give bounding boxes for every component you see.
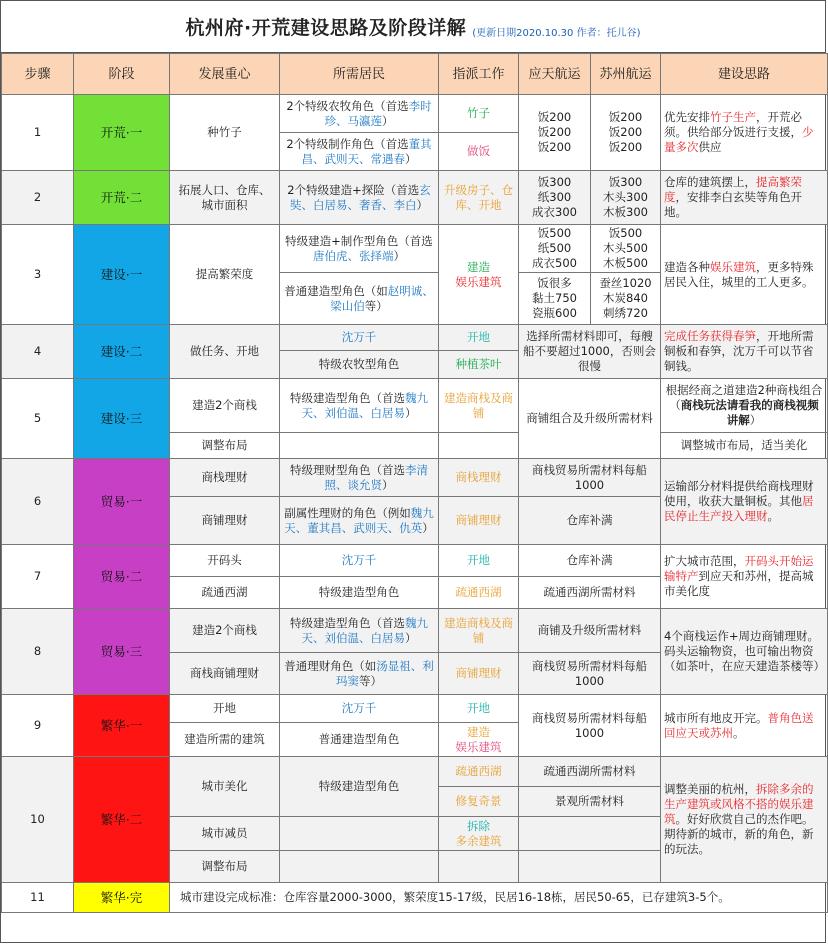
job-cell: 建造 娱乐建筑 <box>439 723 519 757</box>
focus-cell: 商铺理财 <box>170 497 280 545</box>
idea-cell: 根据经商之道建造2种商栈组合（商栈玩法请看我的商栈视频讲解） <box>661 379 828 433</box>
residents-cell: 特级理财型角色（首选李清照、谈允贤） <box>280 459 439 497</box>
table-row <box>2 171 828 225</box>
residents-cell: 副属性理财的角色（例如魏九天、董其昌、武则天、仇英） <box>280 497 439 545</box>
stage-cell: 建设·二 <box>74 325 170 379</box>
residents-cell <box>280 433 439 459</box>
stage-cell: 开荒·二 <box>74 171 170 225</box>
residents-cell: 沈万千 <box>280 695 439 723</box>
step-cell: 6 <box>2 459 74 545</box>
header-focus: 发展重心 <box>170 54 280 95</box>
job-cell: 开地 <box>439 545 519 577</box>
focus-cell: 做任务、开地 <box>170 325 280 379</box>
table-row <box>2 545 828 577</box>
residents-cell: 普通理财角色（如汤显祖、利玛窦等） <box>280 653 439 695</box>
header-yingtian: 应天航运 <box>519 54 591 95</box>
focus-cell: 建造2个商栈 <box>170 609 280 653</box>
shipping-cell: 商栈贸易所需材料每船1000 <box>519 459 661 497</box>
header-step: 步骤 <box>2 54 74 95</box>
table-row <box>2 95 828 133</box>
shipping-cell: 仓库补满 <box>519 545 661 577</box>
idea-cell: 优先安排竹子生产，开荒必须。供给部分饭进行支援，少量多次供应 <box>661 95 828 171</box>
step-cell: 4 <box>2 325 74 379</box>
job-cell: 疏通西湖 <box>439 757 519 787</box>
header-stage: 阶段 <box>74 54 170 95</box>
idea-cell: 仓库的建筑摆上，提高繁荣度，安排李白玄奘等角色开地。 <box>661 171 828 225</box>
title-bar <box>1 1 825 53</box>
job-cell: 商铺理财 <box>439 497 519 545</box>
residents-cell: 特级建造型角色（首选魏九天、刘伯温、白居易） <box>280 609 439 653</box>
step-cell: 2 <box>2 171 74 225</box>
residents-cell: 普通建造型角色 <box>280 723 439 757</box>
table-row <box>2 225 828 273</box>
focus-cell: 开地 <box>170 695 280 723</box>
shipping-cell: 商铺及升级所需材料 <box>519 609 661 653</box>
idea-cell: 城市所有地皮开完。普角色送回应天或苏州。 <box>661 695 828 757</box>
suzhou-cell: 饭500 木头500 木板500 <box>591 225 661 273</box>
focus-cell: 城市美化 <box>170 757 280 817</box>
shipping-cell <box>519 817 661 851</box>
residents-cell: 2个特级农牧角色（首选李时珍、马瀛莲） <box>280 95 439 133</box>
update-note: (更新日期2020.10.30 作者：托儿谷) <box>472 28 641 39</box>
shipping-cell: 商铺组合及升级所需材料 <box>519 379 661 459</box>
residents-cell: 普通建造型角色（如赵明诚、梁山伯等） <box>280 273 439 325</box>
step-cell: 1 <box>2 95 74 171</box>
stage-cell: 建设·三 <box>74 379 170 459</box>
residents-cell: 特级农牧型角色 <box>280 351 439 379</box>
idea-cell: 调整城市布局，适当美化 <box>661 433 828 459</box>
yingtian-cell: 饭很多 黏土750 瓷瓶600 <box>519 273 591 325</box>
completion-standard: 城市建设完成标准：仓库容量2000-3000，繁荣度15-17级，民居16-18栋，居民50-65，已存建筑3-5个。 <box>170 883 828 913</box>
focus-cell: 调整布局 <box>170 433 280 459</box>
job-cell: 疏通西湖 <box>439 577 519 609</box>
idea-cell: 调整美丽的杭州，拆除多余的生产建筑或风格不搭的娱乐建筑。好好欣赏自己的杰作吧。期待新的城市，新的角色，新的玩法。 <box>661 757 828 883</box>
header-idea: 建设思路 <box>661 54 828 95</box>
idea-cell: 建造各种娱乐建筑，更多特殊居民入住，城里的工人更多。 <box>661 225 828 325</box>
focus-cell: 商栈理财 <box>170 459 280 497</box>
idea-cell: 运输部分材料提供给商栈理财使用，收获大量铜板。其他居民停止生产投入理财。 <box>661 459 828 545</box>
table-row <box>2 757 828 787</box>
stage-cell: 开荒·一 <box>74 95 170 171</box>
shipping-cell: 选择所需材料即可，每艘船不要超过1000，否则会很慢 <box>519 325 661 379</box>
guide-table <box>1 53 828 913</box>
step-cell: 11 <box>2 883 74 913</box>
idea-cell: 扩大城市范围，开码头开始运输特产到应天和苏州，提高城市美化度 <box>661 545 828 609</box>
step-cell: 7 <box>2 545 74 609</box>
yingtian-cell: 饭500 纸500 成衣500 <box>519 225 591 273</box>
idea-cell: 4个商栈运作+周边商铺理财。码头运输物资，也可输出物资（如茶叶，在应天建造茶楼等） <box>661 609 828 695</box>
job-cell: 拆除 多余建筑 <box>439 817 519 851</box>
yingtian-cell: 饭200 饭200 饭200 <box>519 95 591 171</box>
stage-cell: 贸易·二 <box>74 545 170 609</box>
job-cell: 种植茶叶 <box>439 351 519 379</box>
shipping-cell: 商栈贸易所需材料每船1000 <box>519 653 661 695</box>
job-cell: 建造 娱乐建筑 <box>439 225 519 325</box>
stage-cell: 建设·一 <box>74 225 170 325</box>
focus-cell: 建造所需的建筑 <box>170 723 280 757</box>
job-cell <box>439 851 519 883</box>
job-cell: 开地 <box>439 325 519 351</box>
job-cell: 开地 <box>439 695 519 723</box>
table-row <box>2 695 828 723</box>
focus-cell: 商栈商铺理财 <box>170 653 280 695</box>
shipping-cell: 景观所需材料 <box>519 787 661 817</box>
table-row <box>2 325 828 351</box>
table-row <box>2 883 828 913</box>
suzhou-cell: 饭300 木头300 木板300 <box>591 171 661 225</box>
job-cell: 升级房子、仓库、开地 <box>439 171 519 225</box>
yingtian-cell: 饭300 纸300 成衣300 <box>519 171 591 225</box>
header-suzhou: 苏州航运 <box>591 54 661 95</box>
step-cell: 9 <box>2 695 74 757</box>
focus-cell: 疏通西湖 <box>170 577 280 609</box>
step-cell: 3 <box>2 225 74 325</box>
job-cell: 商栈理财 <box>439 459 519 497</box>
stage-cell: 贸易·一 <box>74 459 170 545</box>
stage-cell: 贸易·三 <box>74 609 170 695</box>
suzhou-cell: 蚕丝1020 木炭840 刺绣720 <box>591 273 661 325</box>
shipping-cell: 仓库补满 <box>519 497 661 545</box>
job-cell: 商铺理财 <box>439 653 519 695</box>
stage-cell: 繁华·一 <box>74 695 170 757</box>
shipping-cell: 疏通西湖所需材料 <box>519 757 661 787</box>
stage-cell: 繁华·二 <box>74 757 170 883</box>
job-cell: 修复奇景 <box>439 787 519 817</box>
focus-cell: 拓展人口、仓库、城市面积 <box>170 171 280 225</box>
table-row <box>2 459 828 497</box>
residents-cell: 特级建造型角色 <box>280 757 439 817</box>
focus-cell: 种竹子 <box>170 95 280 171</box>
shipping-cell: 疏通西湖所需材料 <box>519 577 661 609</box>
residents-cell: 特级建造型角色 <box>280 577 439 609</box>
residents-cell: 沈万千 <box>280 325 439 351</box>
step-cell: 10 <box>2 757 74 883</box>
header-row <box>2 54 828 95</box>
residents-cell <box>280 817 439 851</box>
focus-cell: 提高繁荣度 <box>170 225 280 325</box>
header-job: 指派工作 <box>439 54 519 95</box>
shipping-cell: 商栈贸易所需材料每船1000 <box>519 695 661 757</box>
stage-cell: 繁华·完 <box>74 883 170 913</box>
focus-cell: 开码头 <box>170 545 280 577</box>
residents-cell: 2个特级建造+探险（首选玄奘、白居易、奢香、李白） <box>280 171 439 225</box>
residents-cell: 特级建造型角色（首选魏九天、刘伯温、白居易） <box>280 379 439 433</box>
residents-cell: 沈万千 <box>280 545 439 577</box>
suzhou-cell: 饭200 饭200 饭200 <box>591 95 661 171</box>
residents-cell: 2个特级制作角色（首选董其昌、武则天、常遇春） <box>280 133 439 171</box>
residents-cell <box>280 851 439 883</box>
job-cell <box>439 433 519 459</box>
residents-cell: 特级建造+制作型角色（首选唐伯虎、张择端） <box>280 225 439 273</box>
step-cell: 5 <box>2 379 74 459</box>
step-cell: 8 <box>2 609 74 695</box>
idea-cell: 完成任务获得春笋，开地所需铜板和春笋，沈万千可以节省铜钱。 <box>661 325 828 379</box>
focus-cell: 建造2个商栈 <box>170 379 280 433</box>
table-row <box>2 379 828 433</box>
page-title: 杭州府·开荒建设思路及阶段详解 <box>185 17 467 39</box>
focus-cell: 调整布局 <box>170 851 280 883</box>
shipping-cell <box>519 851 661 883</box>
job-cell: 建造商栈及商铺 <box>439 609 519 653</box>
header-residents: 所需居民 <box>280 54 439 95</box>
table-row <box>2 609 828 653</box>
job-cell: 做饭 <box>439 133 519 171</box>
job-cell: 建造商栈及商铺 <box>439 379 519 433</box>
job-cell: 竹子 <box>439 95 519 133</box>
focus-cell: 城市减员 <box>170 817 280 851</box>
